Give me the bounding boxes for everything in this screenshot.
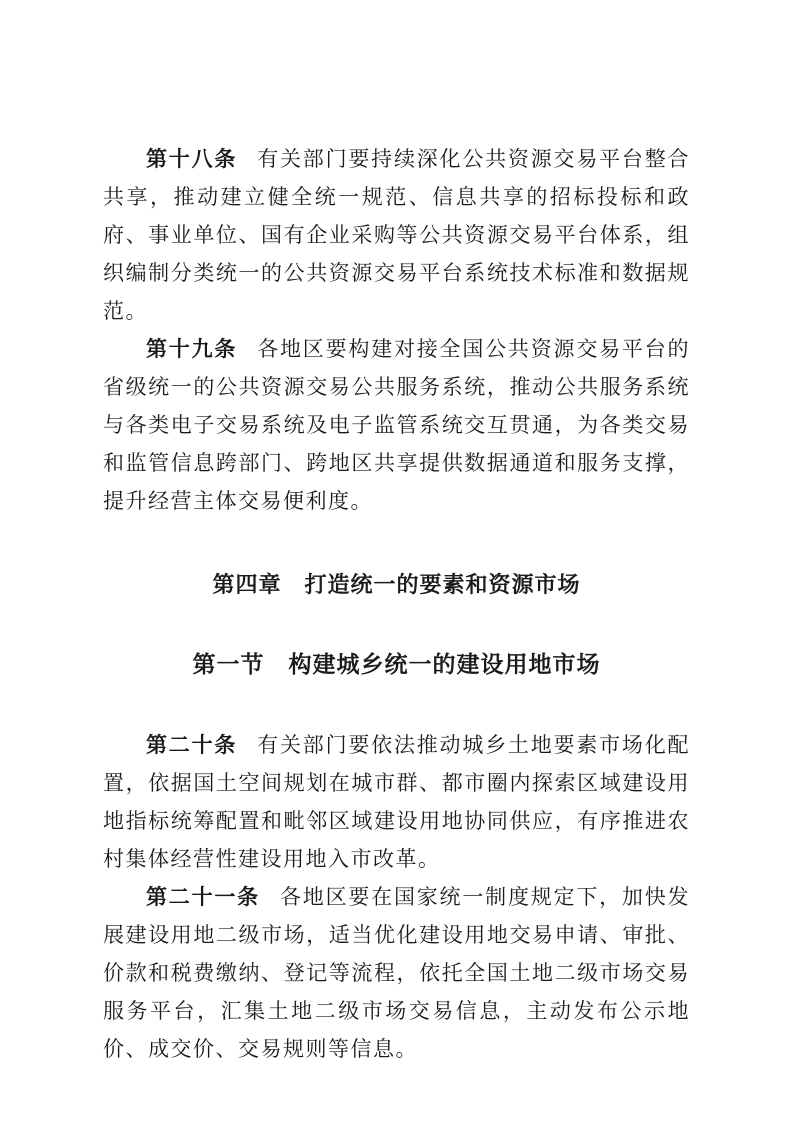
article-paragraph-19	[103, 330, 690, 520]
chapter-heading: 第四章 打造统一的要素和资源市场	[212, 572, 581, 598]
article-text-19: 各地区要构建对接全国公共资源交易平台的省级统一的公共资源交易公共服务系统，推动公共服务系统与各类电子交易系统及电子监管系统交互贯通，为各类交易和监管信息跨部门、跨地区共享提供数据通道和服务支撑，提升经营主体交易便利度。	[103, 337, 691, 513]
article-number-21: 第二十一条	[146, 884, 260, 909]
article-paragraph-21	[103, 878, 690, 1068]
article-paragraph-18	[103, 140, 690, 330]
article-text-18: 有关部门要持续深化公共资源交易平台整合共享，推动建立健全统一规范、信息共享的招标投标和政府、事业单位、国有企业采购等公共资源交易平台体系，组织编制分类统一的公共资源交易平台系统技术标准和数据规范。	[103, 147, 691, 323]
article-text-20: 有关部门要依法推动城乡土地要素市场化配置，依据国土空间规划在城市群、都市圈内探索区域建设用地指标统筹配置和毗邻区域建设用地协同供应，有序推进农村集体经营性建设用地入市改革。	[103, 733, 691, 871]
section-heading: 第一节 构建城乡统一的建设用地市场	[192, 652, 601, 678]
article-paragraph-20	[103, 726, 690, 878]
article-number-20: 第二十条	[146, 732, 238, 757]
article-number-18: 第十八条	[146, 146, 238, 171]
article-text-21: 各地区要在国家统一制度规定下，加快发展建设用地二级市场，适当优化建设用地交易申请、审批、价款和税费缴纳、登记等流程，依托全国土地二级市场交易服务平台，汇集土地二级市场交易信息，主动发布公示地价、成交价、交易规则等信息。	[103, 885, 691, 1061]
article-number-19: 第十九条	[146, 336, 238, 361]
